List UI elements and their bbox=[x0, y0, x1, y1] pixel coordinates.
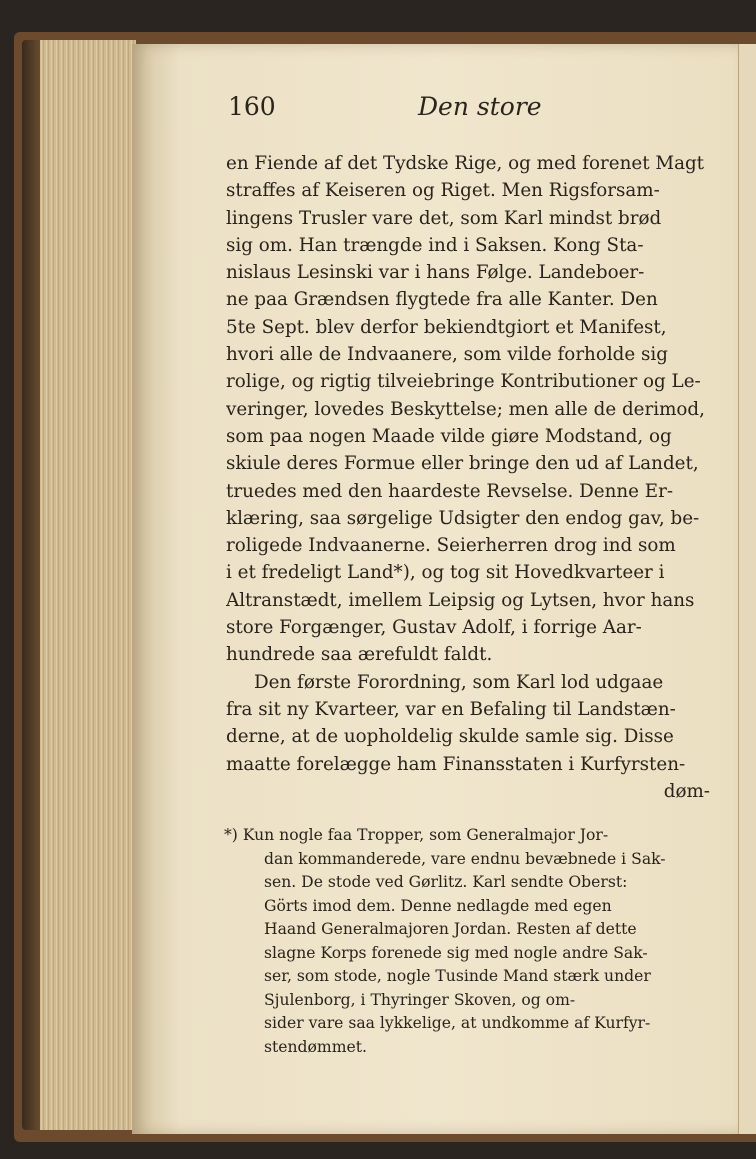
page-number: 160 bbox=[228, 92, 276, 121]
footnote-line: sider vare saa lykkelige, at undkomme af Kurfyr- bbox=[264, 1014, 651, 1032]
text-line: ne paa Grændsen flygtede fra alle Kanter. Den bbox=[226, 289, 658, 311]
next-page-edge bbox=[738, 44, 756, 1134]
text-line: klæring, saa sørgelige Udsigter den endog gav, be- bbox=[226, 507, 700, 529]
footnote-line: Görts imod dem. Denne nedlagde med egen bbox=[264, 896, 612, 915]
footnote-line: Haand Generalmajoren Jordan. Resten af dette bbox=[264, 920, 637, 938]
text-line: lingens Trusler vare det, som Karl mindst brød bbox=[226, 207, 662, 229]
page-header bbox=[228, 92, 708, 126]
text-line: truedes med den haardeste Revselse. Denne Er- bbox=[226, 480, 674, 502]
text-line: nislaus Lesinski var i hans Følge. Landeboer- bbox=[226, 262, 645, 284]
text-line: straffes af Keiseren og Riget. Men Rigsforsam- bbox=[226, 180, 660, 202]
text-line: roligede Indvaanerne. Seierherren drog ind som bbox=[226, 535, 676, 557]
text-line: en Fiende af det Tydske Rige, og med forenet Magt bbox=[226, 153, 705, 174]
footnote-line: Sjulenborg, i Thyringer Skoven, og om- bbox=[264, 990, 576, 1009]
text-line: i et fredeligt Land*), og tog sit Hovedkvarteer i bbox=[226, 562, 665, 584]
catchword: døm- bbox=[663, 780, 710, 802]
text-line: skiule deres Formue eller bringe den ud af Landet, bbox=[226, 453, 699, 475]
text-line: 5te Sept. blev derfor bekiendtgiort et Manifest, bbox=[226, 316, 667, 338]
footnote-line: *) Kun nogle faa Tropper, som Generalmajor Jor- bbox=[224, 826, 609, 844]
footnote-line: dan kommanderede, vare endnu bevæbnede i Sak- bbox=[264, 849, 666, 868]
running-title: Den store bbox=[418, 92, 542, 121]
text-line: fra sit ny Kvarteer, var en Befaling til Landstæn- bbox=[226, 698, 676, 720]
text-line: hundrede saa ærefuldt faldt. bbox=[226, 644, 493, 666]
text-line: veringer, lovedes Beskyttelse; men alle de derimod, bbox=[226, 398, 705, 420]
text-line: hvori alle de Indvaanere, som vilde forholde sig bbox=[226, 344, 668, 366]
footnote-line: stendømmet. bbox=[264, 1037, 367, 1056]
text-line: sig om. Han trængde ind i Saksen. Kong Sta- bbox=[226, 234, 644, 256]
footnote bbox=[224, 824, 710, 1059]
text-line: store Forgænger, Gustav Adolf, i forrige Aar- bbox=[226, 617, 642, 639]
text-line: derne, at de uopholdelig skulde samle sig. Disse bbox=[226, 726, 674, 748]
text-line: maatte forelægge ham Finansstaten i Kurfyrsten- bbox=[226, 753, 686, 775]
text-line: Den første Forordning, som Karl lod udgaae bbox=[254, 671, 664, 693]
footnote-line: ser, som stode, nogle Tusinde Mand stærk under bbox=[264, 967, 651, 985]
text-line: Altranstædt, imellem Leipsig og Lytsen, hvor hans bbox=[226, 589, 695, 611]
main-text bbox=[226, 150, 710, 805]
text-line: som paa nogen Maade vilde giøre Modstand, og bbox=[226, 425, 672, 447]
page-edges bbox=[40, 40, 136, 1130]
footnote-line: sen. De stode ved Gørlitz. Karl sendte Oberst: bbox=[264, 873, 628, 891]
text-line: rolige, og rigtig tilveiebringe Kontributioner og Le- bbox=[226, 371, 701, 393]
footnote-line: slagne Korps forenede sig med nogle andre Sak- bbox=[264, 943, 648, 962]
